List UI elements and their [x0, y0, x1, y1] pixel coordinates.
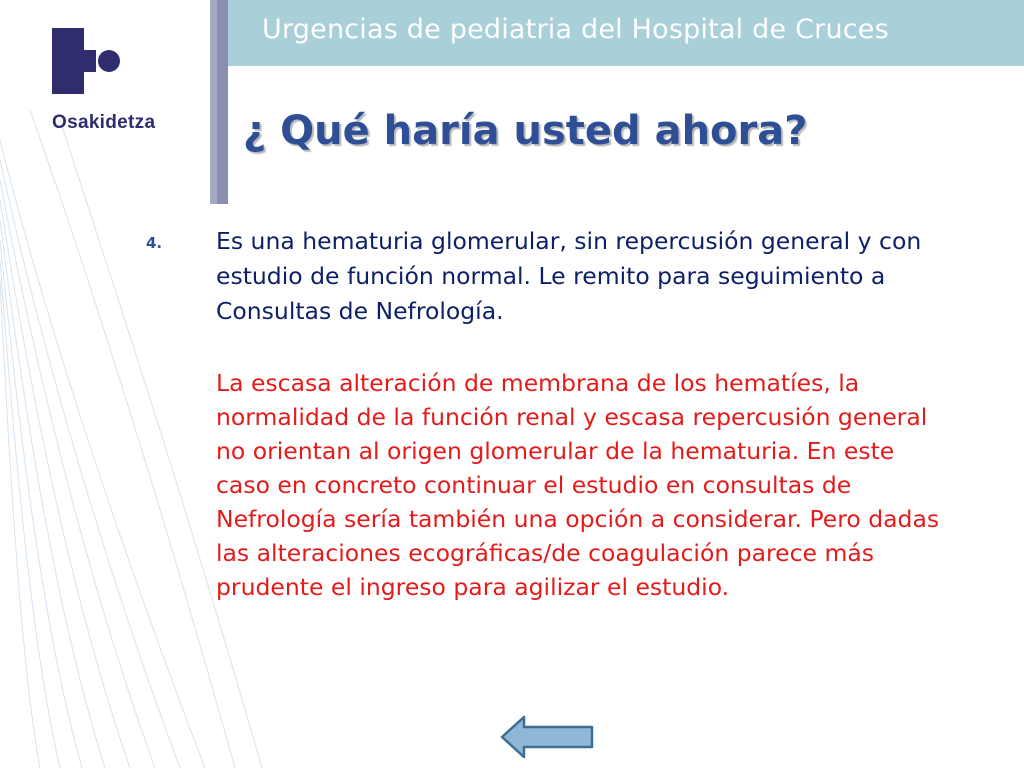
logo-text: Osakidetza [52, 112, 156, 133]
back-arrow-icon[interactable] [500, 714, 596, 764]
header-title: Urgencias de pediatria del Hospital de Cruces [262, 14, 889, 45]
item-number: 4. [146, 234, 163, 252]
slide-title: ¿ Qué haría usted ahora? [243, 108, 808, 154]
osakidetza-logo-icon [52, 28, 122, 98]
vertical-accent-bar-highlight [210, 0, 217, 204]
answer-text: Es una hematuria glomerular, sin repercusión general y con estudio de función normal. Le remito para seguimiento a Consultas de Nefrología. [216, 227, 922, 325]
explanation-text: La escasa alteración de membrana de los hematíes, la normalidad de la función renal y escasa repercusión general no orientan al origen glomerular de la hematuria. En este caso en concreto continuar el estudio en consultas de Nefrología sería también una opción a considerar. Pero dadas las alteraciones ecográficas/de coagulación parece más prudente el ingreso para agilizar el estudio. [216, 369, 940, 601]
